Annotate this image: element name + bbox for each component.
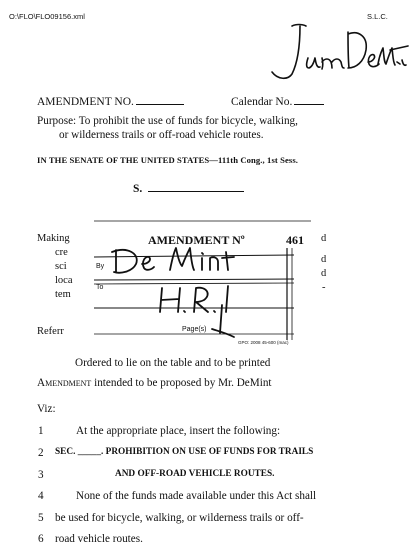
amendment-number-line bbox=[37, 96, 184, 108]
card-by-handwriting bbox=[108, 244, 238, 278]
line-text-2 bbox=[55, 447, 313, 457]
amendment-no-label: AMENDMENT NO. bbox=[37, 96, 134, 108]
making-text: Making bbox=[37, 233, 70, 244]
making-fragment-3: sci bbox=[55, 261, 67, 272]
amendment-intended-statement bbox=[37, 377, 272, 389]
line-number-5: 5 bbox=[38, 512, 44, 524]
senate-heading: IN THE SENATE OF THE UNITED STATES—111th Cong., 1st Sess. bbox=[37, 155, 299, 165]
calendar-number-line bbox=[231, 96, 324, 108]
line-number-1: 1 bbox=[38, 425, 44, 437]
card-page-label: Page(s) bbox=[182, 326, 207, 333]
making-fragment-r1: d bbox=[321, 233, 327, 244]
ordered-statement: Ordered to lie on the table and to be printed bbox=[75, 357, 271, 369]
section-label: SEC. _____. bbox=[55, 447, 104, 457]
making-fragment-r2: d bbox=[321, 254, 327, 265]
line-number-6: 6 bbox=[38, 533, 44, 545]
line-number-3: 3 bbox=[38, 469, 44, 481]
bill-s-line bbox=[133, 183, 244, 195]
calendar-no-label: Calendar No. bbox=[231, 96, 293, 108]
making-fragment-2: cre bbox=[55, 247, 68, 258]
line-number-2: 2 bbox=[38, 447, 44, 459]
card-gpo-code: GPO: 2008 45-600 (mac) bbox=[238, 340, 289, 345]
card-to-label: To bbox=[96, 284, 104, 291]
card-title: AMENDMENT Nº bbox=[148, 233, 245, 247]
making-fragment-r4: - bbox=[322, 282, 326, 293]
making-fragment-4: loca bbox=[55, 275, 73, 286]
card-number: 461 bbox=[286, 233, 304, 247]
purpose-line-1: Purpose: To prohibit the use of funds for bicycle, walking, bbox=[37, 115, 298, 127]
section-heading-part-1: PROHIBITION ON USE OF FUNDS FOR TRAILS bbox=[105, 447, 314, 457]
card-page-handwriting bbox=[208, 303, 238, 339]
line-text-1: At the appropriate place, insert the following: bbox=[76, 425, 281, 437]
viz-label: Viz: bbox=[37, 403, 56, 415]
making-fragment-r3: d bbox=[321, 268, 327, 279]
signature-image bbox=[262, 18, 410, 88]
line-number-4: 4 bbox=[38, 490, 44, 502]
line-text-4: None of the funds made available under this Act shall bbox=[76, 490, 317, 502]
line-text-5: be used for bicycle, walking, or wilderness trails or off- bbox=[55, 512, 304, 524]
amendment-word: Amendment bbox=[37, 377, 92, 389]
making-fragment-5: tem bbox=[55, 289, 71, 300]
amendment-intended-rest: intended to be proposed by Mr. DeMint bbox=[91, 377, 272, 389]
purpose-line-2: or wilderness trails or off-road vehicle routes. bbox=[59, 129, 264, 141]
referred-text: Referr bbox=[37, 326, 64, 337]
line-text-3: AND OFF-ROAD VEHICLE ROUTES. bbox=[115, 469, 275, 479]
line-text-6: road vehicle routes. bbox=[55, 533, 143, 545]
s-label: S. bbox=[133, 183, 143, 195]
office-code: S.L.C. bbox=[367, 12, 388, 21]
card-by-label: By bbox=[96, 263, 105, 270]
purpose-statement bbox=[37, 114, 382, 142]
file-reference: O:\FLO\FLO09156.xml bbox=[9, 12, 85, 21]
